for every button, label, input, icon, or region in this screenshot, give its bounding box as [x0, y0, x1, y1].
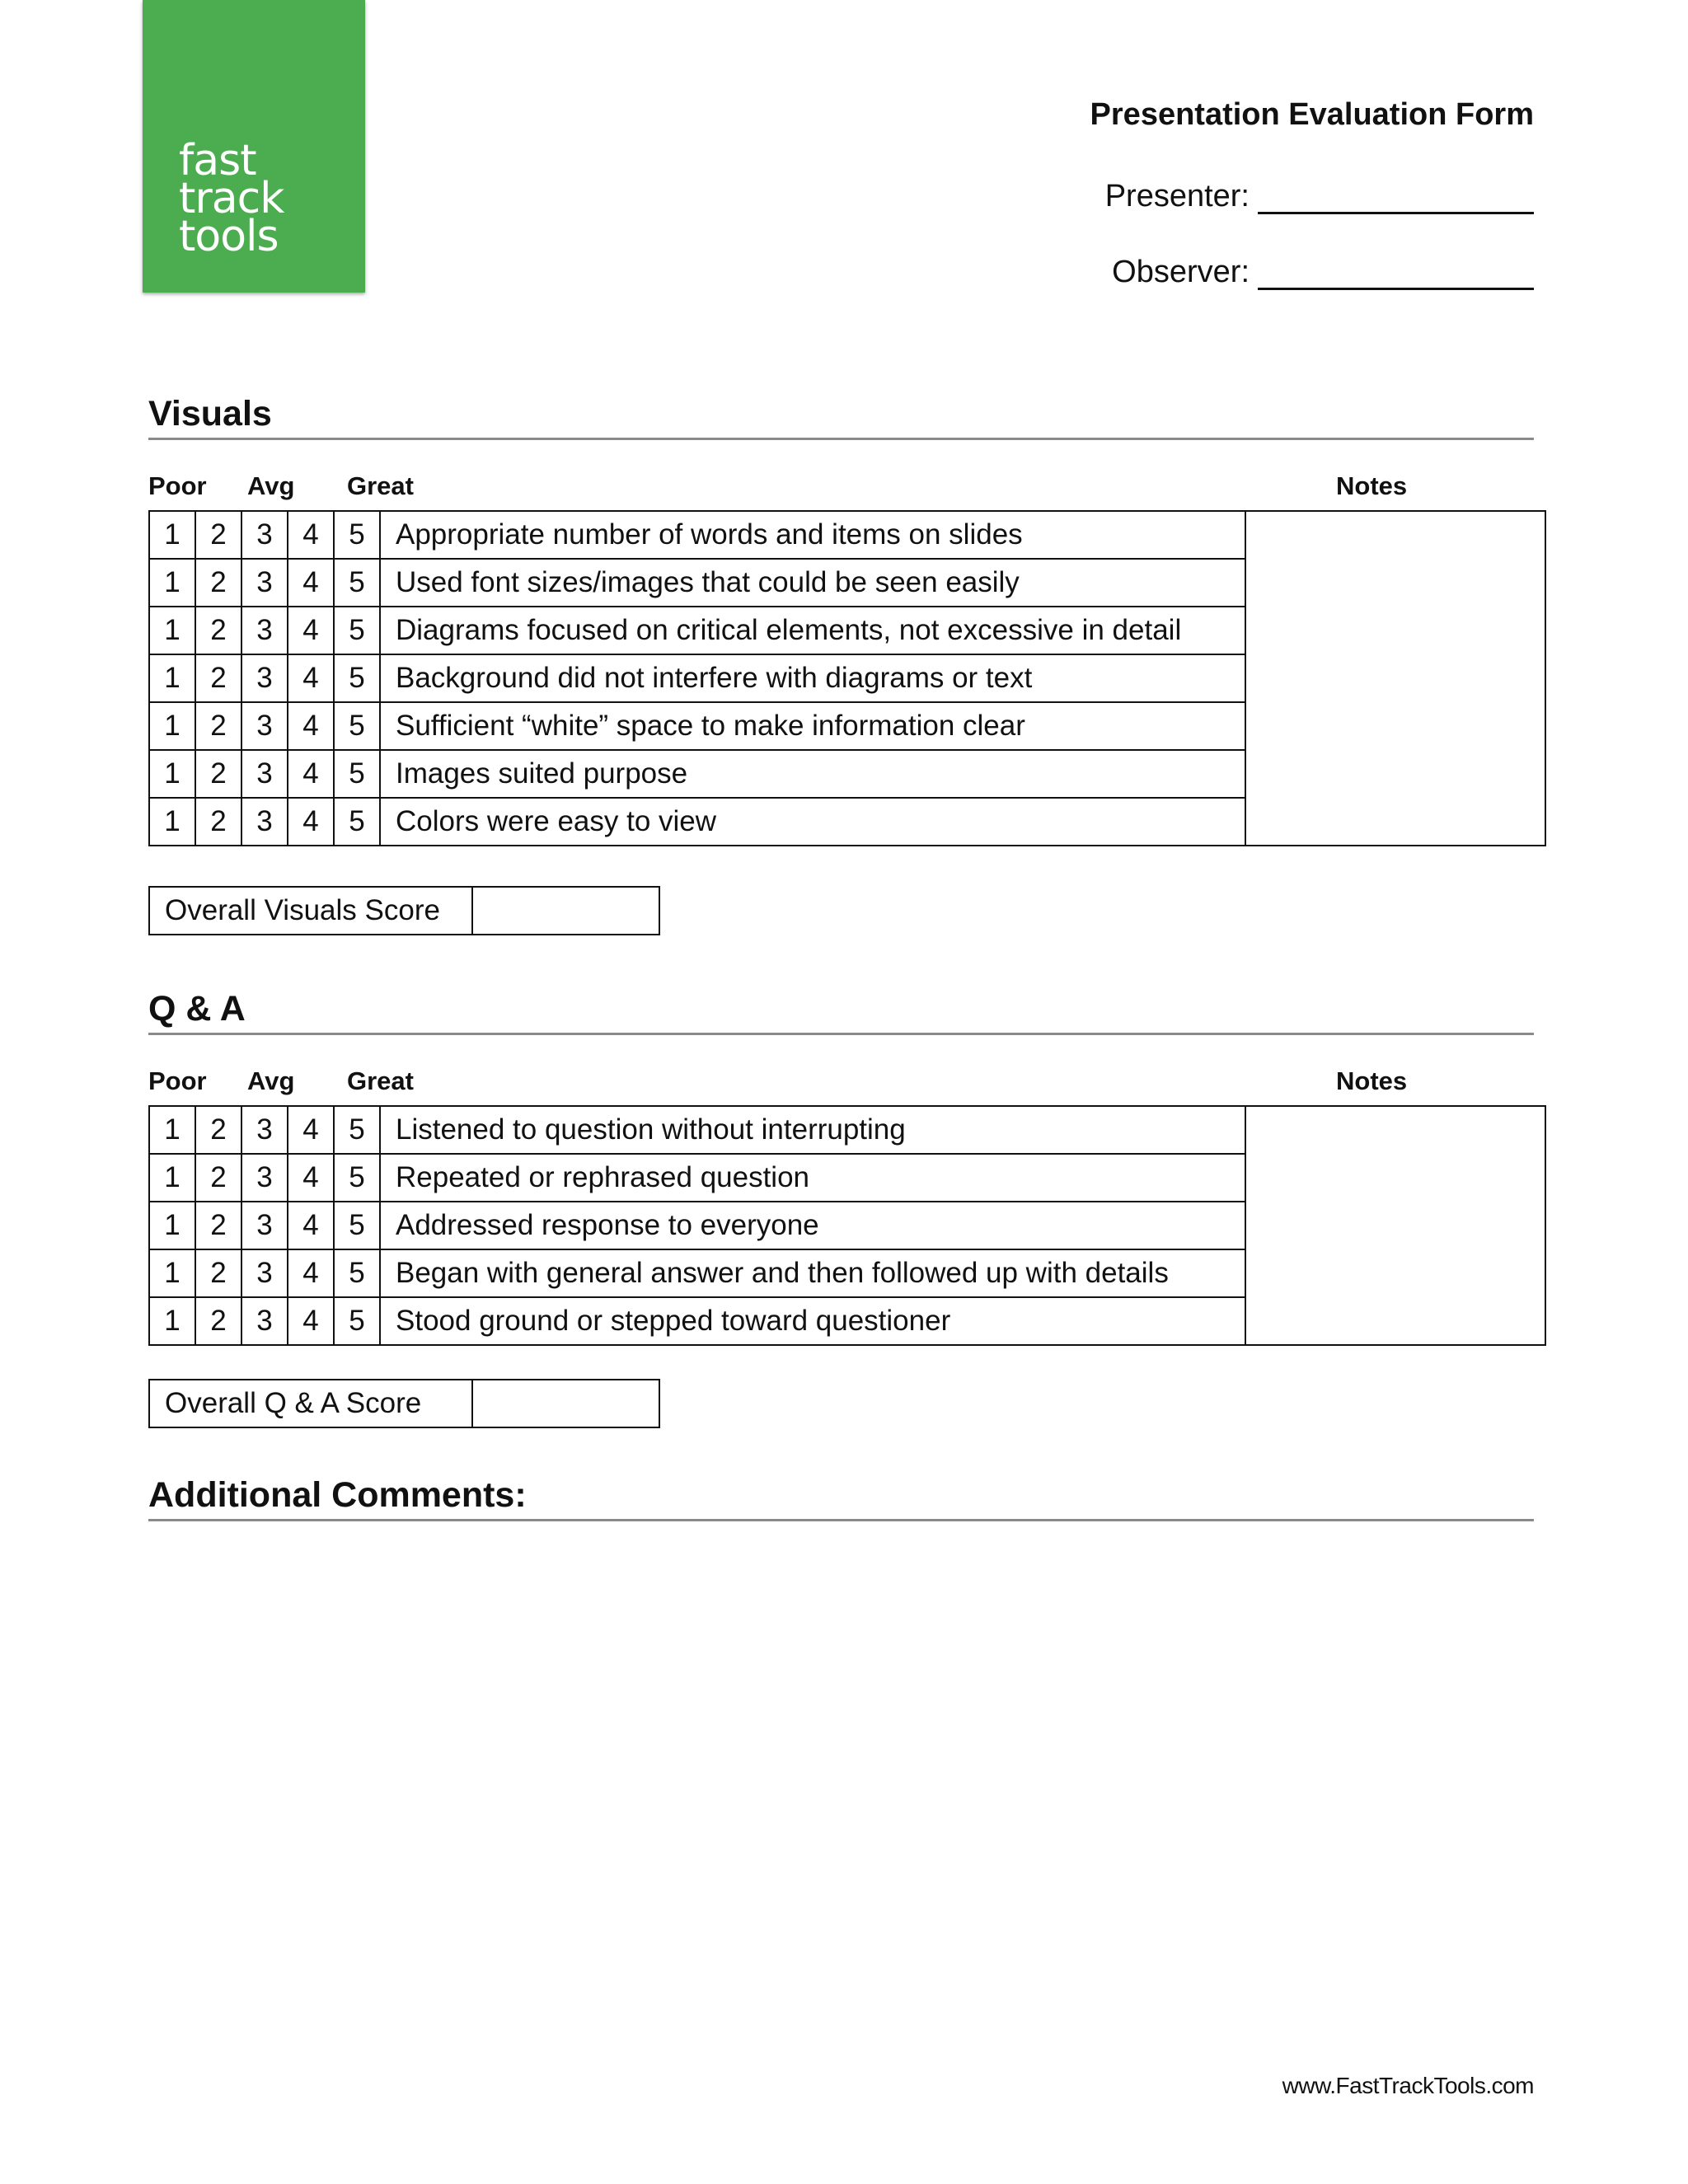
rating-option-2[interactable]: 2 — [195, 511, 241, 559]
rating-option-4[interactable]: 4 — [288, 1154, 334, 1202]
rating-option-5[interactable]: 5 — [334, 798, 380, 846]
rating-option-3[interactable]: 3 — [241, 1154, 288, 1202]
criterion-text: Images suited purpose — [380, 750, 1245, 798]
scale-great: Great — [347, 1066, 414, 1095]
rating-option-2[interactable]: 2 — [195, 1249, 241, 1297]
rating-option-4[interactable]: 4 — [288, 1202, 334, 1249]
notes-box[interactable] — [1245, 511, 1545, 846]
observer-blank[interactable] — [1258, 260, 1534, 290]
criterion-text: Appropriate number of words and items on slides — [380, 511, 1245, 559]
notes-label: Notes — [1336, 1066, 1408, 1095]
criterion-text: Diagrams focused on critical elements, not excessive in detail — [380, 607, 1245, 654]
rating-option-1[interactable]: 1 — [149, 798, 195, 846]
rating-option-3[interactable]: 3 — [241, 1202, 288, 1249]
rating-option-3[interactable]: 3 — [241, 1297, 288, 1345]
rating-option-3[interactable]: 3 — [241, 654, 288, 702]
section-title-qa: Q & A — [148, 989, 1534, 1035]
rating-option-4[interactable]: 4 — [288, 654, 334, 702]
section-title-visuals: Visuals — [148, 394, 1534, 440]
rating-option-2[interactable]: 2 — [195, 798, 241, 846]
footer-url: www.FastTrackTools.com — [1282, 2073, 1534, 2098]
rating-option-1[interactable]: 1 — [149, 559, 195, 607]
rating-option-1[interactable]: 1 — [149, 654, 195, 702]
rating-option-2[interactable]: 2 — [195, 1297, 241, 1345]
qa-score-box[interactable] — [472, 1380, 659, 1427]
qa-rating-table — [148, 1105, 1546, 1346]
rating-option-2[interactable]: 2 — [195, 654, 241, 702]
rating-option-5[interactable]: 5 — [334, 1154, 380, 1202]
logo-line: track — [179, 174, 284, 223]
rating-option-5[interactable]: 5 — [334, 702, 380, 750]
rating-option-1[interactable]: 1 — [149, 702, 195, 750]
criterion-row — [149, 511, 1545, 559]
criterion-text: Repeated or rephrased question — [380, 1154, 1245, 1202]
criterion-text: Stood ground or stepped toward questioner — [380, 1297, 1245, 1345]
rating-option-2[interactable]: 2 — [195, 750, 241, 798]
rating-option-4[interactable]: 4 — [288, 798, 334, 846]
criterion-text: Listened to question without interrupting — [380, 1106, 1245, 1154]
rating-option-5[interactable]: 5 — [334, 607, 380, 654]
rating-option-4[interactable]: 4 — [288, 750, 334, 798]
criterion-text: Colors were easy to view — [380, 798, 1245, 846]
rating-option-4[interactable]: 4 — [288, 702, 334, 750]
criterion-text: Began with general answer and then followed up with details — [380, 1249, 1245, 1297]
qa-score-table — [148, 1379, 660, 1428]
rating-option-3[interactable]: 3 — [241, 750, 288, 798]
visuals-rating-table — [148, 510, 1546, 846]
scale-avg: Avg — [247, 1066, 295, 1095]
rating-option-2[interactable]: 2 — [195, 702, 241, 750]
visuals-score-table — [148, 886, 660, 935]
scale-great: Great — [347, 471, 414, 500]
rating-option-5[interactable]: 5 — [334, 750, 380, 798]
notes-label: Notes — [1336, 471, 1408, 500]
rating-option-4[interactable]: 4 — [288, 1297, 334, 1345]
rating-option-3[interactable]: 3 — [241, 559, 288, 607]
rating-option-1[interactable]: 1 — [149, 511, 195, 559]
rating-option-5[interactable]: 5 — [334, 1202, 380, 1249]
rating-option-3[interactable]: 3 — [241, 1106, 288, 1154]
criterion-text: Sufficient “white” space to make information clear — [380, 702, 1245, 750]
visuals-score-box[interactable] — [472, 887, 659, 935]
notes-box[interactable] — [1245, 1106, 1545, 1345]
logo-line: tools — [179, 212, 279, 261]
visuals-score-label: Overall Visuals Score — [149, 887, 472, 935]
rating-option-3[interactable]: 3 — [241, 798, 288, 846]
criterion-row — [149, 1106, 1545, 1154]
rating-option-2[interactable]: 2 — [195, 1106, 241, 1154]
rating-option-1[interactable]: 1 — [149, 1202, 195, 1249]
section-title-comments: Additional Comments: — [148, 1475, 1534, 1521]
rating-option-3[interactable]: 3 — [241, 702, 288, 750]
criterion-text: Used font sizes/images that could be seen easily — [380, 559, 1245, 607]
rating-option-2[interactable]: 2 — [195, 1154, 241, 1202]
logo-wordmark — [179, 136, 284, 261]
criterion-text: Addressed response to everyone — [380, 1202, 1245, 1249]
rating-option-3[interactable]: 3 — [241, 607, 288, 654]
rating-option-1[interactable]: 1 — [149, 750, 195, 798]
rating-option-4[interactable]: 4 — [288, 511, 334, 559]
logo-line: fast — [179, 136, 256, 185]
scale-poor: Poor — [148, 1066, 207, 1095]
rating-option-1[interactable]: 1 — [149, 1106, 195, 1154]
rating-option-5[interactable]: 5 — [334, 1297, 380, 1345]
rating-option-5[interactable]: 5 — [334, 559, 380, 607]
rating-option-1[interactable]: 1 — [149, 1249, 195, 1297]
presenter-field[interactable] — [1090, 175, 1534, 214]
form-header — [1090, 97, 1534, 290]
rating-option-3[interactable]: 3 — [241, 511, 288, 559]
rating-option-5[interactable]: 5 — [334, 511, 380, 559]
rating-option-1[interactable]: 1 — [149, 607, 195, 654]
company-logo — [143, 0, 365, 293]
rating-option-5[interactable]: 5 — [334, 1249, 380, 1297]
rating-option-4[interactable]: 4 — [288, 559, 334, 607]
rating-option-3[interactable]: 3 — [241, 1249, 288, 1297]
rating-option-2[interactable]: 2 — [195, 1202, 241, 1249]
rating-option-1[interactable]: 1 — [149, 1297, 195, 1345]
presenter-label: Presenter: — [1104, 179, 1250, 213]
rating-option-2[interactable]: 2 — [195, 607, 241, 654]
scale-avg: Avg — [247, 471, 295, 500]
rating-option-4[interactable]: 4 — [288, 607, 334, 654]
observer-label: Observer: — [1112, 255, 1250, 289]
observer-field[interactable] — [1090, 251, 1534, 290]
criterion-text: Background did not interfere with diagrams or text — [380, 654, 1245, 702]
rating-option-5[interactable]: 5 — [334, 654, 380, 702]
presenter-blank[interactable] — [1258, 184, 1534, 214]
rating-option-4[interactable]: 4 — [288, 1106, 334, 1154]
rating-option-2[interactable]: 2 — [195, 559, 241, 607]
rating-option-5[interactable]: 5 — [334, 1106, 380, 1154]
scale-poor: Poor — [148, 471, 207, 500]
rating-option-1[interactable]: 1 — [149, 1154, 195, 1202]
qa-score-label: Overall Q & A Score — [149, 1380, 472, 1427]
form-title: Presentation Evaluation Form — [1090, 97, 1534, 132]
rating-option-4[interactable]: 4 — [288, 1249, 334, 1297]
